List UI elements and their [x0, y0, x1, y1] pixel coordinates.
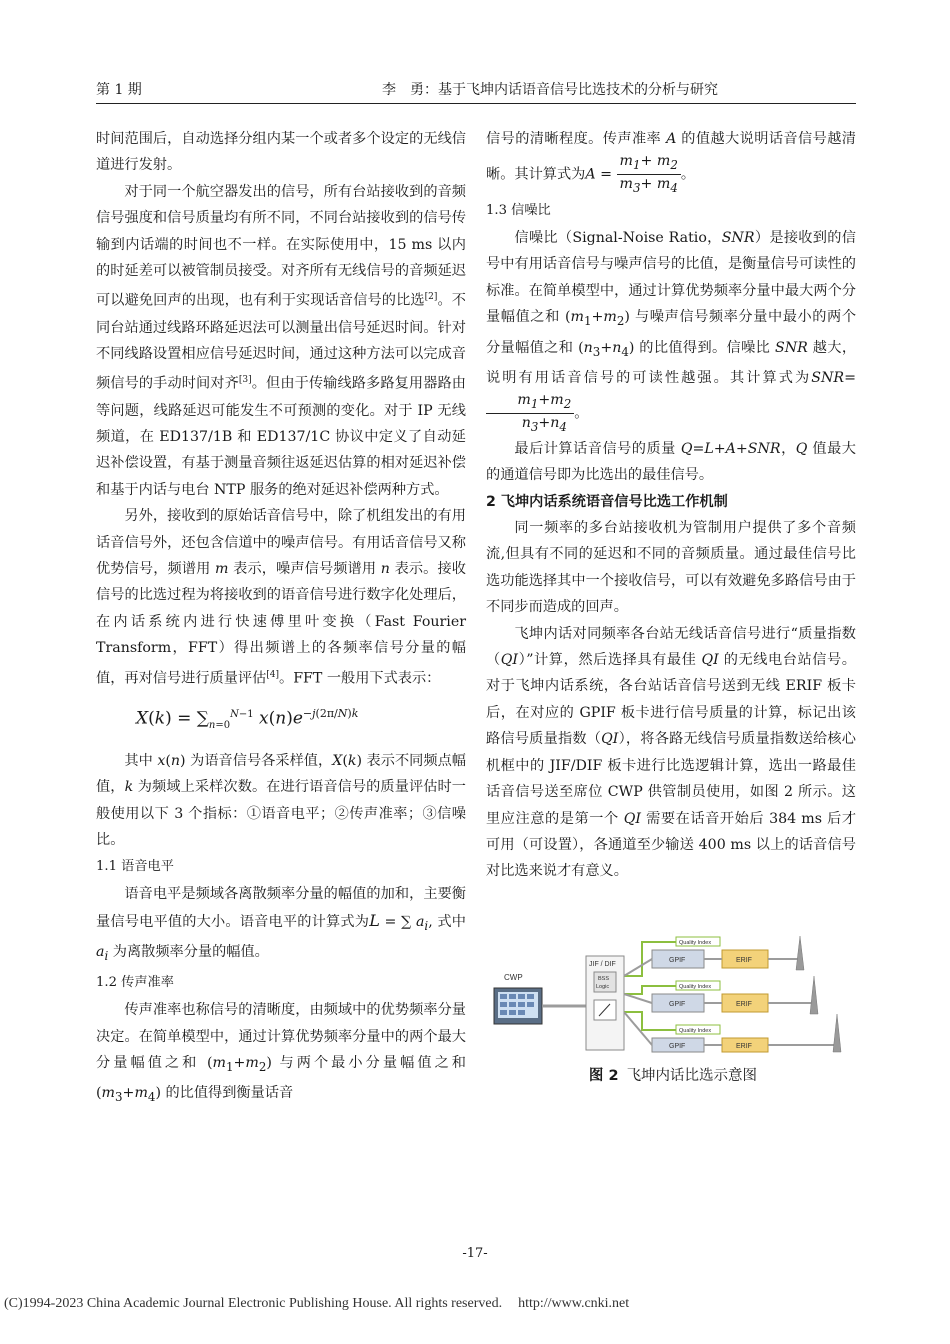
paragraph: 信噪比（Signal-Noise Ratio，SNR）是接收到的信号中有用话音信号与噪声信号的比值，是衡量信号可读性的标准。在简单模型中，通过计算优势频率分量中最大两个分量幅值之和 $(m_1+m_2)$ 与噪声信号频率分量中最小的两个分量幅值之和 $(n_3+n_4)$ 的比值得到。信噪比 SNR 越大，说明有用话音信号的可读性越强。其计算式为SNR= $\frac{m_1+m_2}{n_3+n_4}$ 。 — [486, 230, 857, 434]
svg-text:Quality Index: Quality Index — [679, 940, 712, 946]
figure-caption: 图 2 飞坤内话比选示意图 — [588, 1068, 758, 1084]
svg-text:ERIF: ERIF — [736, 1001, 752, 1008]
running-title: 李 勇：基于飞坤内话语音信号比选技术的分析与研究 — [382, 82, 718, 98]
paragraph: 传声准率也称信号的清晰度，由频域中的优势频率分量决定。在简单模型中，通过计算优势频率分量中的两个最大分量幅值之和 $(m_1+m_2)$ 与两个最小分量幅值之和 $(m_3+m_4)$ 的比值得到衡量话音 — [96, 1002, 466, 1105]
svg-text:Quality Index: Quality Index — [679, 984, 712, 990]
paragraph: 语音电平是频域各离散频率分量的幅值的加和，主要衡量信号电平值的大小。语音电平的计算式为L = ∑ $a_i$, 式中 $a_i$ 为离散频率分量的幅值。 — [96, 886, 466, 963]
paragraph: 另外，接收到的原始话音信号中，除了机组发出的有用话音信号外，还包含信道中的噪声信号。有用话音信号又称优势信号，频谱用 m 表示，噪声信号频谱用 n 表示。接收信号的比选过程为将接收到的语音信号进行数字化处理后，在内话系统内进行快速傅里叶变换（Fast Fourier Transform，FFT）得出频谱上的各频率信号分量的幅值，再对信号进行质量评估[4]。FFT 一般用下式表示： — [96, 508, 466, 687]
figure-2-diagram — [492, 936, 854, 1054]
svg-text:GPIF: GPIF — [669, 957, 686, 964]
subsection-heading: 1.1 语音电平 — [96, 859, 174, 875]
svg-text:ERIF: ERIF — [736, 957, 752, 964]
section-heading: 2 飞坤内话系统语音信号比选工作机制 — [486, 493, 728, 510]
svg-text:BSS: BSS — [598, 976, 610, 982]
antenna-icon — [810, 976, 818, 1014]
cwp-label: CWP — [504, 973, 523, 982]
svg-text:Logic: Logic — [596, 984, 610, 990]
svg-text:GPIF: GPIF — [669, 1043, 686, 1050]
fft-equation: $X(k) = \sum_{n=0}^{N-1}$ $x(n)e^{-j(2\pi/N)k}$ — [136, 706, 359, 731]
svg-text:JIF / DIF: JIF / DIF — [589, 961, 616, 968]
header-rule — [96, 103, 856, 104]
svg-text:GPIF: GPIF — [669, 1001, 686, 1008]
subsection-heading: 1.2 传声准率 — [96, 975, 174, 991]
subsection-heading: 1.3 信噪比 — [486, 203, 551, 219]
left-column — [96, 126, 466, 1111]
paragraph: 同一频率的多台站接收机为管制用户提供了多个音频流,但具有不同的延迟和不同的音频质量。通过最佳信号比选功能选择其中一个接收信号，可以有效避免多路信号由于不同步而造成的回声。 — [486, 520, 856, 616]
paragraph: 飞坤内话对同频率各台站无线话音信号进行“质量指数（QI）”计算，然后选择具有最佳 QI 的无线电台站信号。对于飞坤内话系统，各台站话音信号送到无线 ERIF 板卡后，在对应的 GPIF 板卡进行信号质量的计算，标记出该路信号质量指数（QI），将各路无线信号质量指数送给核心机框中的 JIF/DIF 板卡进行比选逻辑计算，选出一路最佳话音信号送至席位 CWP 供管制员使用，如图 2 所示。这里应注意的是第一个 QI 需要在话音开始后 384 ms 后才可用（可设置），各通道至少输送 400 ms 以上的话音信号对比选来说才有意义。 — [486, 625, 857, 880]
paragraph: 对于同一个航空器发出的信号，所有台站接收到的音频信号强度和信号质量均有所不同，不同台站接收到的信号传输到内话端的时间也不一样。在实际使用中，15 ms 以内的时延差可以被管制员接受。对齐所有无线信号的音频延迟可以避免回声的出现，也有利于实现话音信号的比选[2]。不同台站通过线路环路延迟法可以测量出信号延迟时间。针对不同线路设置相应信号延迟时间，通过这种方法可以完成音频信号的手动时间对齐[3]。但由于传输线路多路复用器路由等问题，线路延迟可能发生不可预测的变化。对于 IP 无线频道，在 ED137/1B 和 ED137/1C 协议中定义了自动延迟补偿设置，有基于测量音频往返延迟估算的相对延迟补偿和基于内话与电台 NTP 服务的绝对延迟补偿两种方式。 — [96, 183, 466, 498]
issue-number: 第 1 期 — [96, 82, 142, 98]
paragraph: 最后计算话音信号的质量 Q=L+A+SNR，Q 值最大的通道信号即为比选出的最佳信号。 — [486, 440, 856, 484]
paragraph: 其中 x(n) 为语音信号各采样值，X(k) 表示不同频点幅值，k 为频域上采样次数。在进行语音信号的质量评估时一般使用以下 3 个指标：①语音电平；②传声准率；③信噪比。 — [96, 752, 466, 848]
paragraph: 时间范围后，自动选择分组内某一个或者多个设定的无线信道进行发射。 — [96, 131, 466, 174]
antenna-icon — [833, 1014, 841, 1052]
page-number: -17- — [462, 1246, 488, 1261]
paragraph: 信号的清晰程度。传声准率 A 的值越大说明话音信号越清晰。其计算式为A = $\frac{m_1+ m_2}{m_3+ m_4}$ 。 — [486, 131, 856, 196]
antenna-icon — [796, 936, 804, 970]
svg-text:ERIF: ERIF — [736, 1043, 752, 1050]
copyright-footer: (C)1994-2023 China Academic Journal Electronic Publishing House. All rights reserved. http://www.cnki.net — [4, 1296, 630, 1311]
right-column — [486, 126, 856, 885]
svg-text:Quality Index: Quality Index — [679, 1028, 712, 1034]
